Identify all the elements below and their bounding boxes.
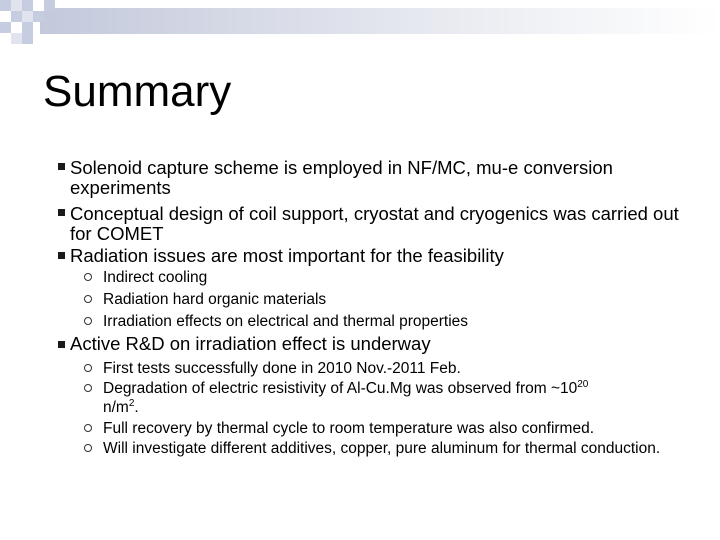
bullet-item: Active R&D on irradiation effect is underway (70, 333, 431, 354)
square-bullet-icon (58, 163, 65, 170)
sub-bullet-item: Irradiation effects on electrical and thermal properties (103, 313, 469, 330)
exponent: 20 (577, 379, 589, 390)
bullet-item: Solenoid capture scheme is employed in NF/MC, mu-e conversion experiments (70, 157, 613, 198)
sub-bullet-item: First tests successfully done in 2010 Nov.-2011 Feb. (103, 360, 461, 377)
square-bullet-icon (58, 209, 65, 216)
hollow-circle-bullet-icon (84, 364, 92, 372)
hollow-circle-bullet-icon (84, 273, 92, 281)
sub-bullet-item: Radiation hard organic materials (103, 291, 327, 308)
hollow-circle-bullet-icon (84, 444, 92, 452)
sub-bullet-item: Full recovery by thermal cycle to room temperature was also confirmed. (103, 420, 595, 437)
bullet-item: Conceptual design of coil support, cryostat and cryogenics was carried out for COMET (70, 203, 679, 244)
hollow-circle-bullet-icon (84, 317, 92, 325)
sub-bullet-item: Indirect cooling (103, 269, 208, 286)
square-bullet-icon (58, 341, 65, 348)
bullet-item: Radiation issues are most important for the feasibility (70, 245, 504, 266)
hollow-circle-bullet-icon (84, 424, 92, 432)
degradation-end: . (134, 399, 139, 416)
sub-bullet-item: Will investigate different additives, copper, pure aluminum for thermal conduction. (103, 440, 661, 457)
exponent: 2 (128, 398, 135, 409)
degradation-text: Degradation of electric resistivity of Al-Cu.Mg was observed from ~10 (103, 380, 578, 397)
hollow-circle-bullet-icon (84, 295, 92, 303)
square-bullet-icon (58, 252, 65, 259)
sub-bullet-item-degradation (103, 379, 693, 417)
degradation-unit: n/m (103, 399, 129, 416)
slide-title: Summary (43, 67, 232, 116)
hollow-circle-bullet-icon (84, 384, 92, 392)
